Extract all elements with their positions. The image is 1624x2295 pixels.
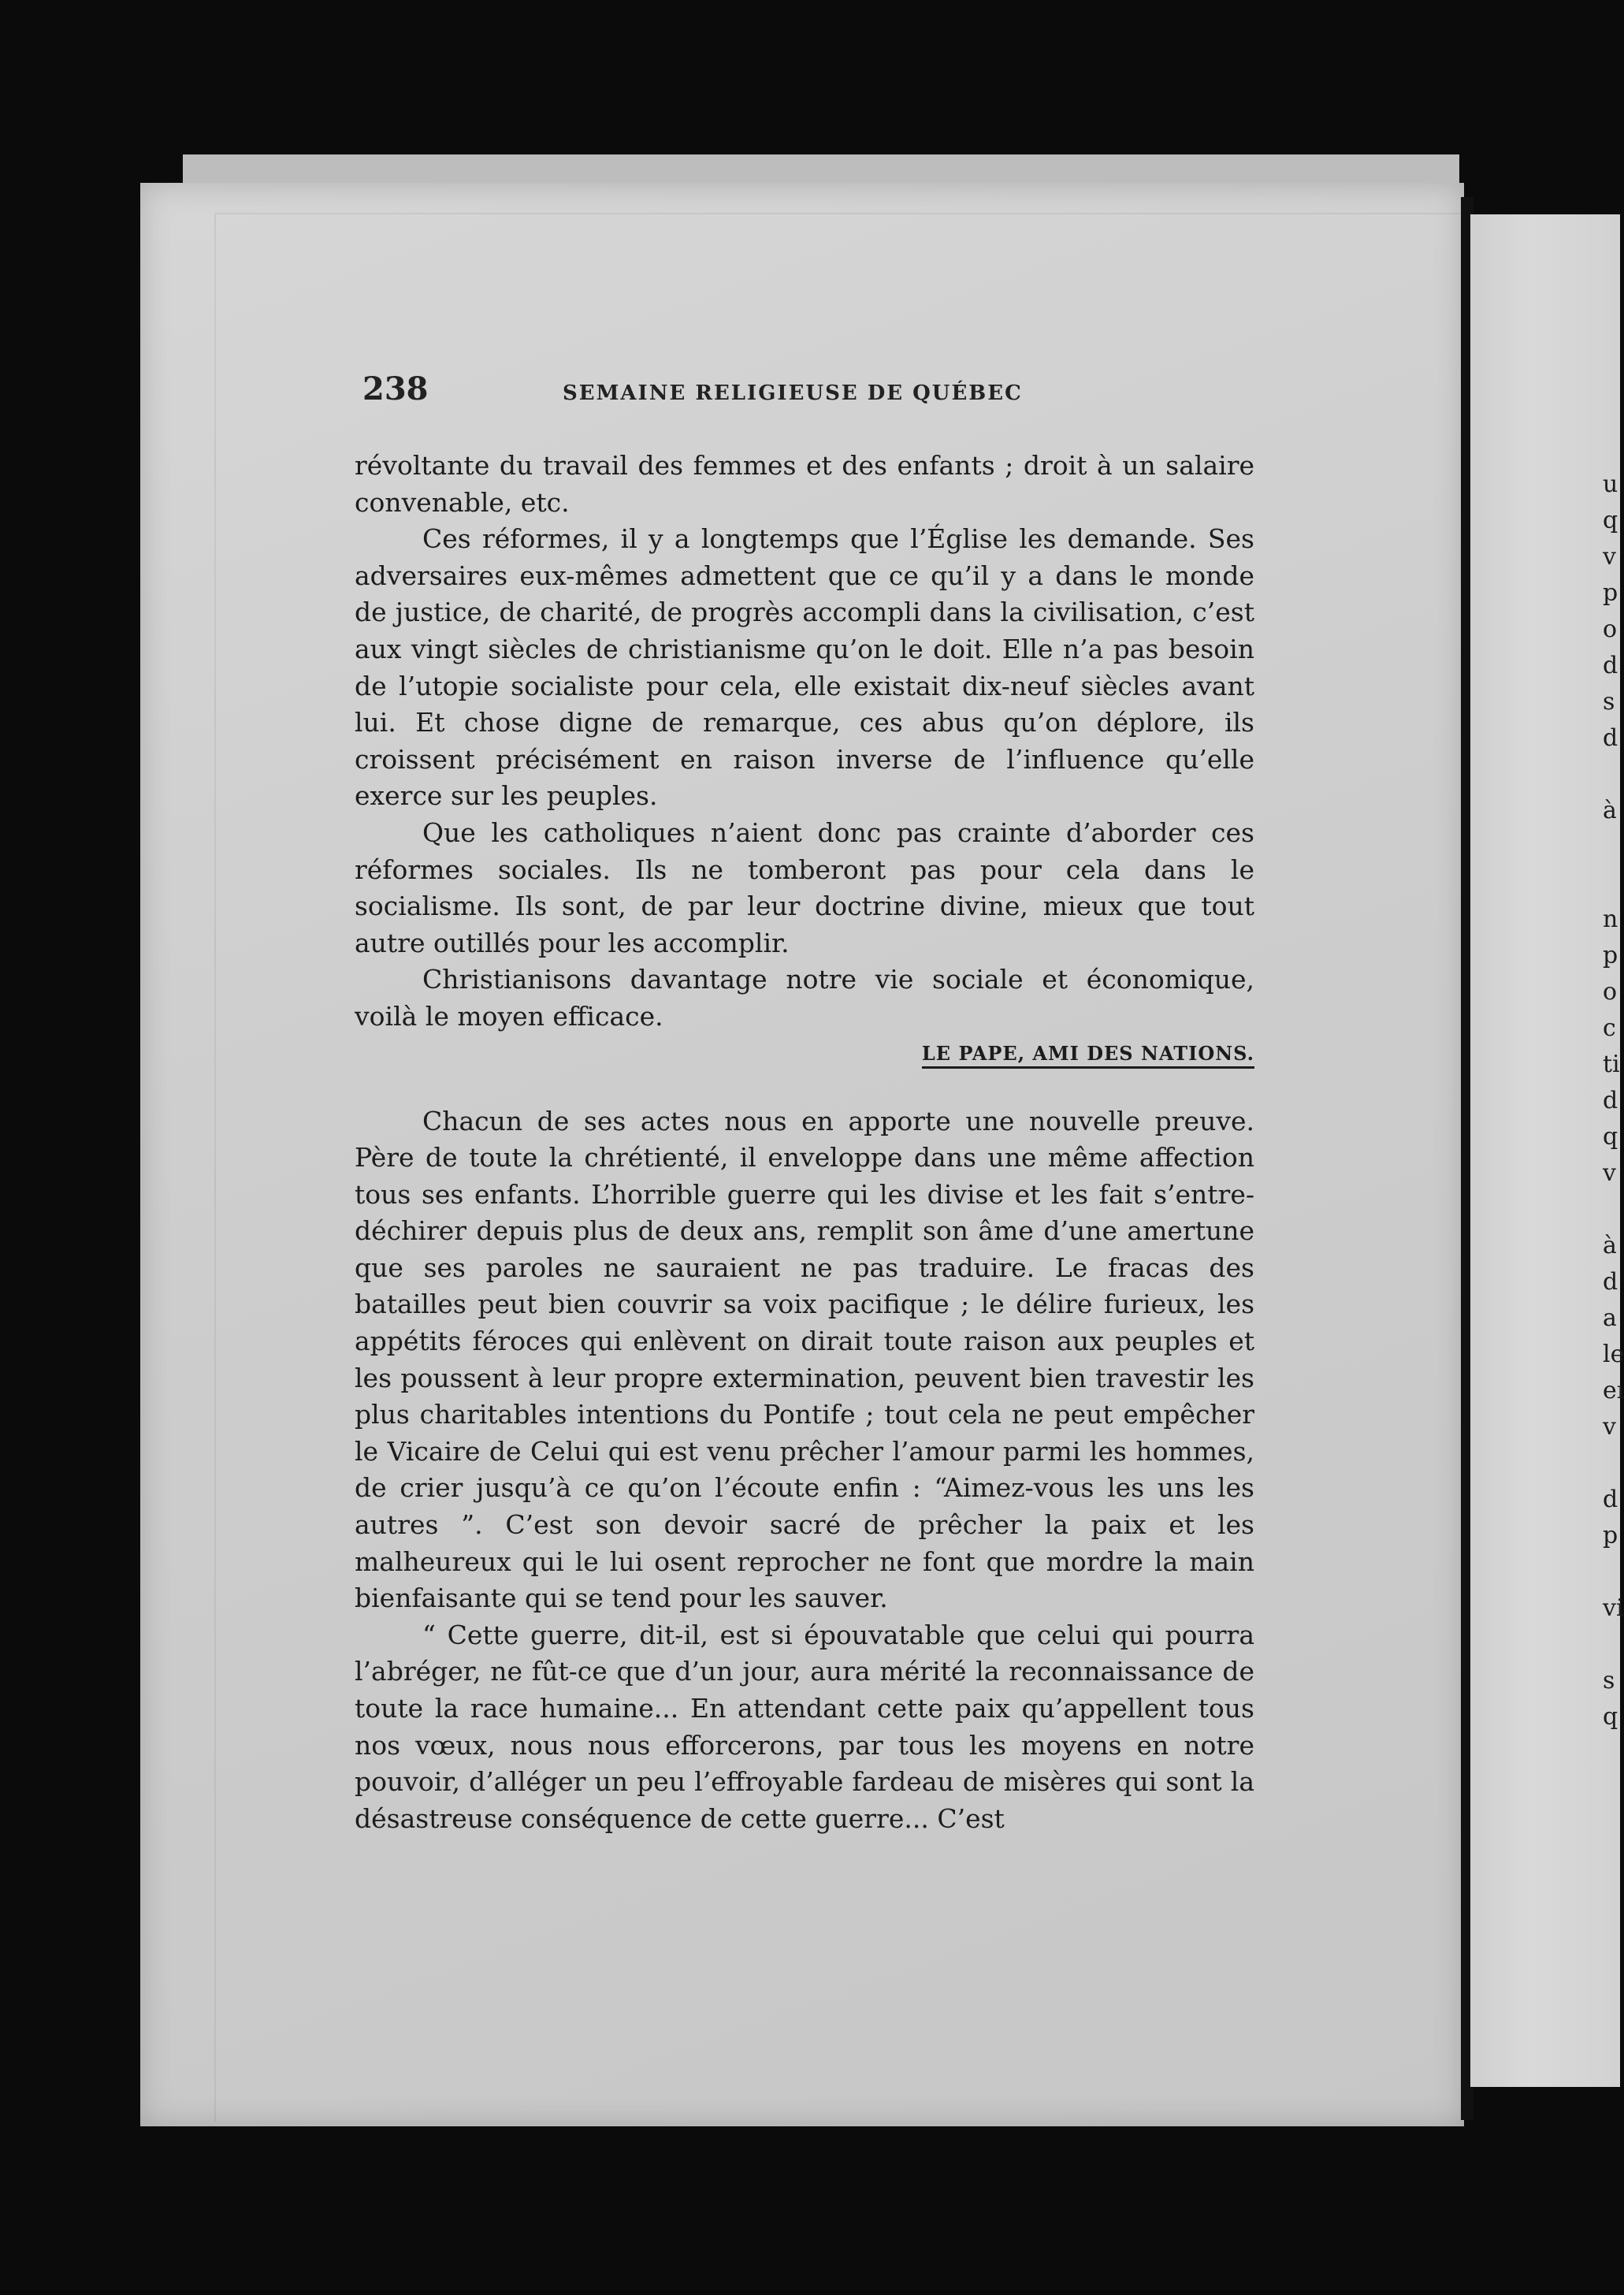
facing-page-fragment: v <box>1603 1159 1616 1187</box>
section-heading-text: LE PAPE, AMI DES NATIONS. <box>922 1042 1254 1069</box>
section-heading <box>355 1036 1254 1072</box>
facing-page-fragment: le <box>1603 1341 1624 1368</box>
facing-page-fragment <box>1603 1192 1620 1228</box>
facing-page-fragment: d <box>1603 652 1618 679</box>
facing-page-fragment: vi <box>1603 1594 1624 1622</box>
facing-page-fragment <box>1603 757 1620 793</box>
facing-page-fragment: d <box>1603 1486 1618 1513</box>
facing-page-fragment <box>1603 1554 1620 1590</box>
page-number: 238 <box>362 370 429 407</box>
paragraph-1: révoltante du travail des femmes et des enfants ; droit à un salaire convenable, etc. <box>355 450 1254 518</box>
facing-page-text <box>1603 467 1624 1735</box>
facing-page <box>1470 214 1624 2087</box>
facing-page-fragment <box>1603 865 1620 902</box>
facing-page-fragment <box>1603 1627 1620 1663</box>
facing-page-fragment: à <box>1603 1232 1617 1259</box>
facing-page-fragment: c <box>1603 1014 1616 1042</box>
page-header <box>362 370 1269 418</box>
facing-page-fragment: o <box>1603 978 1618 1006</box>
running-head: SEMAINE RELIGIEUSE DE QUÉBEC <box>563 381 1023 405</box>
facing-page-fragment: d <box>1603 1087 1618 1114</box>
facing-page-fragment: q <box>1603 507 1618 534</box>
facing-page-fragment: ti <box>1603 1051 1620 1078</box>
facing-page-fragment <box>1603 1445 1620 1482</box>
paragraph-4: Christianisons davantage notre vie sociale et économique, voilà le moyen efficace. <box>355 964 1254 1032</box>
facing-page-fragment: q <box>1603 1703 1618 1731</box>
paragraph-6: “ Cette guerre, dit-il, est si épouvatable que celui qui pourra l’abréger, ne fût-ce que d’un jour, aura mérité la reconnaissance de toute la race humaine... En attendant cette paix qu’appellent tous nos vœux, nous nous efforcerons, par tous les moyens en notre pouvoir, d’alléger un peu l’effroyable fardeau de misères qui sont la désastreuse conséquence de cette guerre... C’est <box>355 1619 1254 1834</box>
facing-page-fragment: n <box>1603 906 1618 933</box>
facing-page-fragment: eı <box>1603 1377 1624 1404</box>
facing-page-fragment: d <box>1603 1268 1618 1296</box>
facing-page-fragment: p <box>1603 942 1618 969</box>
facing-page-fragment: u <box>1603 471 1618 498</box>
facing-page-fragment: v <box>1603 1413 1616 1441</box>
facing-page-fragment: v <box>1603 543 1616 571</box>
facing-page-fragment: a <box>1603 1304 1617 1332</box>
facing-page-fragment: o <box>1603 616 1618 643</box>
paragraph-3: Que les catholiques n’aient donc pas crainte d’aborder ces réformes sociales. Ils ne tomberont pas pour cela dans le socialisme. Ils sont, de par leur doctrine divine, mieux que tout autre outillés pour les accomplir. <box>355 816 1254 958</box>
facing-page-fragment: p <box>1603 579 1618 607</box>
facing-page-fragment: s <box>1603 1667 1615 1694</box>
facing-page-fragment: s <box>1603 688 1615 716</box>
facing-page-fragment: q <box>1603 1123 1618 1151</box>
body-text <box>355 448 1254 1837</box>
facing-page-fragment: d <box>1603 724 1618 752</box>
facing-page-fragment: p <box>1603 1522 1618 1549</box>
facing-page-fragment <box>1603 829 1620 865</box>
facing-page-fragment: à <box>1603 797 1617 824</box>
paragraph-5: Chacun de ses actes nous en apporte une nouvelle preuve. Père de toute la chrétienté, il enveloppe dans une même affection tous ses enfants. L’horrible guerre qui les divise et les fait s’entre-déchirer depuis plus de deux ans, remplit son âme d’une amertune que ses paroles ne sauraient ne pas traduire. Le fracas des batailles peut bien couvrir sa voix pacifique ; le délire furieux, les appétits féroces qui enlèvent on dirait toute raison aux peuples et les poussent à leur propre extermination, peuvent bien travestir les plus charitables intentions du Pontife ; tout cela ne peut empêcher le Vicaire de Celui qui est venu prêcher l’amour parmi les hommes, de crier jusqu’à ce qu’on l’écoute enfin : “Aimez-vous les uns les autres ”. C’est son devoir sacré de prêcher la paix et les malheureux qui le lui osent reprocher ne font que mordre la main bienfaisante qui se tend pour les sauver. <box>355 1105 1254 1614</box>
paragraph-2: Ces réformes, il y a longtemps que l’Église les demande. Ses adversaires eux-mêmes admettent que ce qu’il y a dans le monde de justice, de charité, de progrès accompli dans la civilisation, c’est aux vingt siècles de christianisme qu’on le doit. Elle n’a pas besoin de l’utopie socialiste pour cela, elle existait dix-neuf siècles avant lui. Et chose digne de remarque, ces abus qu’on déplore, ils croissent précisément en raison inverse de l’influence qu’elle exerce sur les peuples. <box>355 523 1254 812</box>
